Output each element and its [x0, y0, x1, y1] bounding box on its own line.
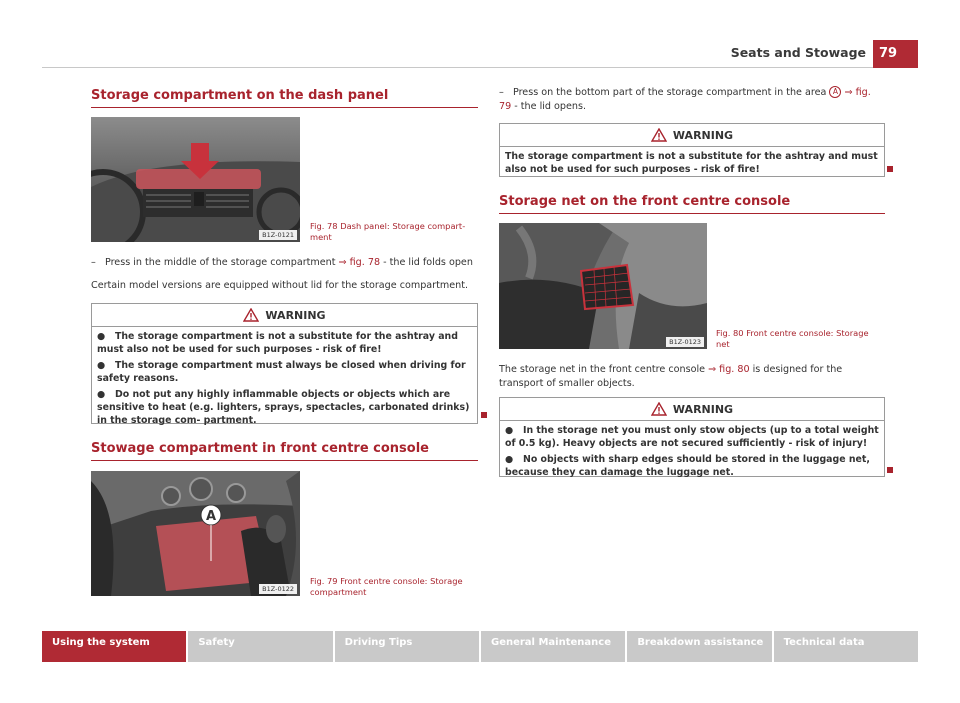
- tab-technical-data[interactable]: Technical data: [774, 631, 918, 662]
- step-dash: –: [91, 257, 96, 268]
- end-of-section-icon: [887, 467, 893, 473]
- step-text: Press on the bottom part of the storage compartment in the area: [512, 87, 830, 98]
- tab-general-maintenance[interactable]: General Maintenance: [481, 631, 625, 662]
- warning-title: WARNING: [672, 128, 734, 142]
- step-tail: - the lid folds open: [380, 257, 473, 268]
- warning-item: ● The storage compartment must always be closed when driving for safety reasons.: [97, 360, 466, 384]
- warning-header: [92, 304, 477, 327]
- warning-title: WARNING: [672, 402, 734, 416]
- running-header-title: Seats and Stowage: [730, 45, 866, 60]
- figure-79-image: [91, 471, 300, 596]
- warning-triangle-icon: [243, 308, 259, 322]
- area-marker: A: [829, 86, 841, 98]
- warning-triangle-icon: [651, 402, 667, 416]
- warning-text: The storage compartment is not a substitute for the ashtray and must also not be used for such purposes - risk of fire!: [505, 151, 878, 175]
- figure-reference-link[interactable]: ⇒ fig. 78: [338, 257, 381, 268]
- figure-78-image: [91, 117, 300, 242]
- end-of-section-icon: [887, 166, 893, 172]
- body-paragraph: [499, 363, 885, 390]
- instruction-step: [499, 86, 885, 113]
- warning-header: [500, 398, 884, 421]
- header-rule: [42, 67, 918, 68]
- end-of-section-icon: [481, 412, 487, 418]
- warning-box: [91, 303, 478, 424]
- warning-box: [499, 397, 885, 477]
- tab-breakdown-assistance[interactable]: Breakdown assistance: [627, 631, 771, 662]
- tab-using-the-system[interactable]: Using the system: [42, 631, 186, 662]
- figure-code: B1Z-0121: [259, 230, 297, 240]
- figure-79-caption: Fig. 79 Front centre console: Storage compartment: [310, 576, 463, 597]
- warning-item: ● The storage compartment is not a substitute for the ashtray and must also not be used for such purposes - risk of fire!: [97, 331, 458, 355]
- page-number: 79: [873, 40, 918, 68]
- step-tail: - the lid opens.: [511, 100, 587, 112]
- warning-item: ● Do not put any highly inflammable objects or objects which are sensitive to heat (e.g. lighters, sprays, spectacles, carbonated drinks) in the storage com- partment.: [97, 389, 470, 426]
- figure-code: B1Z-0123: [666, 337, 704, 347]
- figure-78-caption: Fig. 78 Dash panel: Storage compart- ment: [310, 221, 466, 242]
- figure-callout-label: A: [205, 509, 217, 524]
- paragraph-text: The storage net in the front centre console: [499, 364, 709, 375]
- warning-header: [500, 124, 884, 147]
- instruction-step: [91, 256, 486, 270]
- figure-reference-link[interactable]: ⇒ fig. 80: [708, 364, 750, 375]
- figure-80-caption: Fig. 80 Front centre console: Storage net: [716, 328, 869, 349]
- warning-item: ● No objects with sharp edges should be stored in the luggage net, because they can damage the luggage net.: [505, 454, 870, 478]
- warning-item: ● In the storage net you must only stow objects (up to a total weight of 0.5 kg). Heavy objects are not secured sufficiently - risk of injury!: [505, 425, 879, 449]
- section-heading-storage-net: Storage net on the front centre console: [499, 194, 885, 214]
- footer-nav: [42, 631, 918, 662]
- section-heading-centre-console: Stowage compartment in front centre console: [91, 441, 478, 461]
- tab-driving-tips[interactable]: Driving Tips: [335, 631, 479, 662]
- warning-triangle-icon: [651, 128, 667, 142]
- paragraph-text: is designed for the transport of smaller objects.: [499, 364, 843, 389]
- step-dash: –: [499, 87, 504, 98]
- figure-80-image: [499, 223, 707, 349]
- figure-reference-link[interactable]: ⇒ fig. 79: [499, 87, 871, 112]
- body-paragraph: Certain model versions are equipped without lid for the storage compartment.: [91, 280, 469, 291]
- figure-code: B1Z-0122: [259, 584, 297, 594]
- section-heading-dash-storage: Storage compartment on the dash panel: [91, 88, 478, 108]
- warning-box: [499, 123, 885, 177]
- tab-safety[interactable]: Safety: [188, 631, 332, 662]
- warning-title: WARNING: [265, 308, 326, 322]
- step-text: Press in the middle of the storage compartment: [104, 257, 339, 268]
